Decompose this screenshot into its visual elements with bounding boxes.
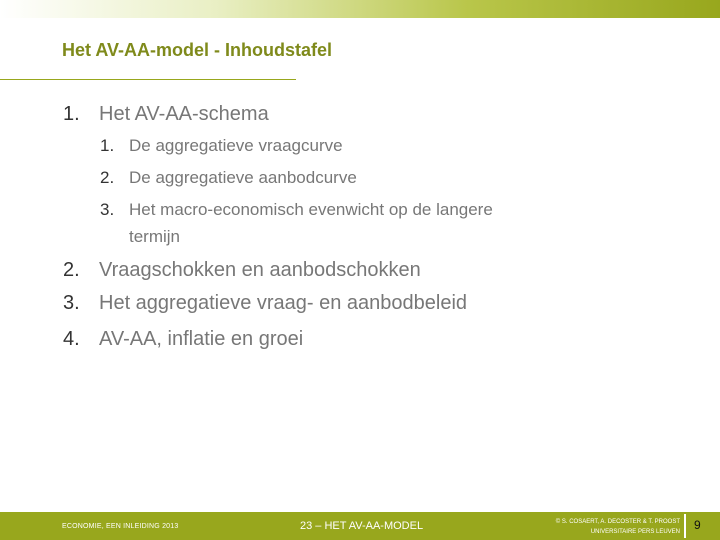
footer-authors: © S. COSAERT, A. DECOSTER & T. PROOST [555,519,680,525]
toc-subitem-label-line1: Het macro-economisch evenwicht op de langere [129,200,493,219]
toc-item-number: 3. [63,292,80,314]
footer-book-title: ECONOMIE, EEN INLEIDING 2013 [62,523,179,530]
toc-item-number: 1. [63,103,80,125]
toc-subitem-label: De aggregatieve aanbodcurve [129,168,357,187]
toc-item-label: Het AV-AA-schema [99,103,269,125]
toc-subitem-number: 1. [100,136,115,155]
toc-item-label: AV-AA, inflatie en groei [99,328,304,350]
toc-item-number: 4. [63,328,80,350]
toc-subitem-number: 2. [100,168,115,187]
toc-subitem-label: De aggregatieve vraagcurve [129,136,343,155]
footer-bar [0,512,720,540]
toc-item-label: Het aggregatieve vraag- en aanbodbeleid [99,292,468,314]
footer-divider [684,514,686,538]
footer-publisher: UNIVERSITAIRE PERS LEUVEN [590,529,680,535]
footer-copyright [520,517,680,537]
toc-item-label: Vraagschokken en aanbodschokken [99,259,421,281]
toc-item-number: 2. [63,259,80,281]
footer-chapter: 23 – HET AV-AA-MODEL [300,520,424,532]
toc-subitem-number: 3. [100,200,115,219]
page-number: 9 [694,518,701,532]
slide-title: Het AV-AA-model - Inhoudstafel [62,40,332,60]
toc-subitem-label-line2: termijn [129,227,181,246]
